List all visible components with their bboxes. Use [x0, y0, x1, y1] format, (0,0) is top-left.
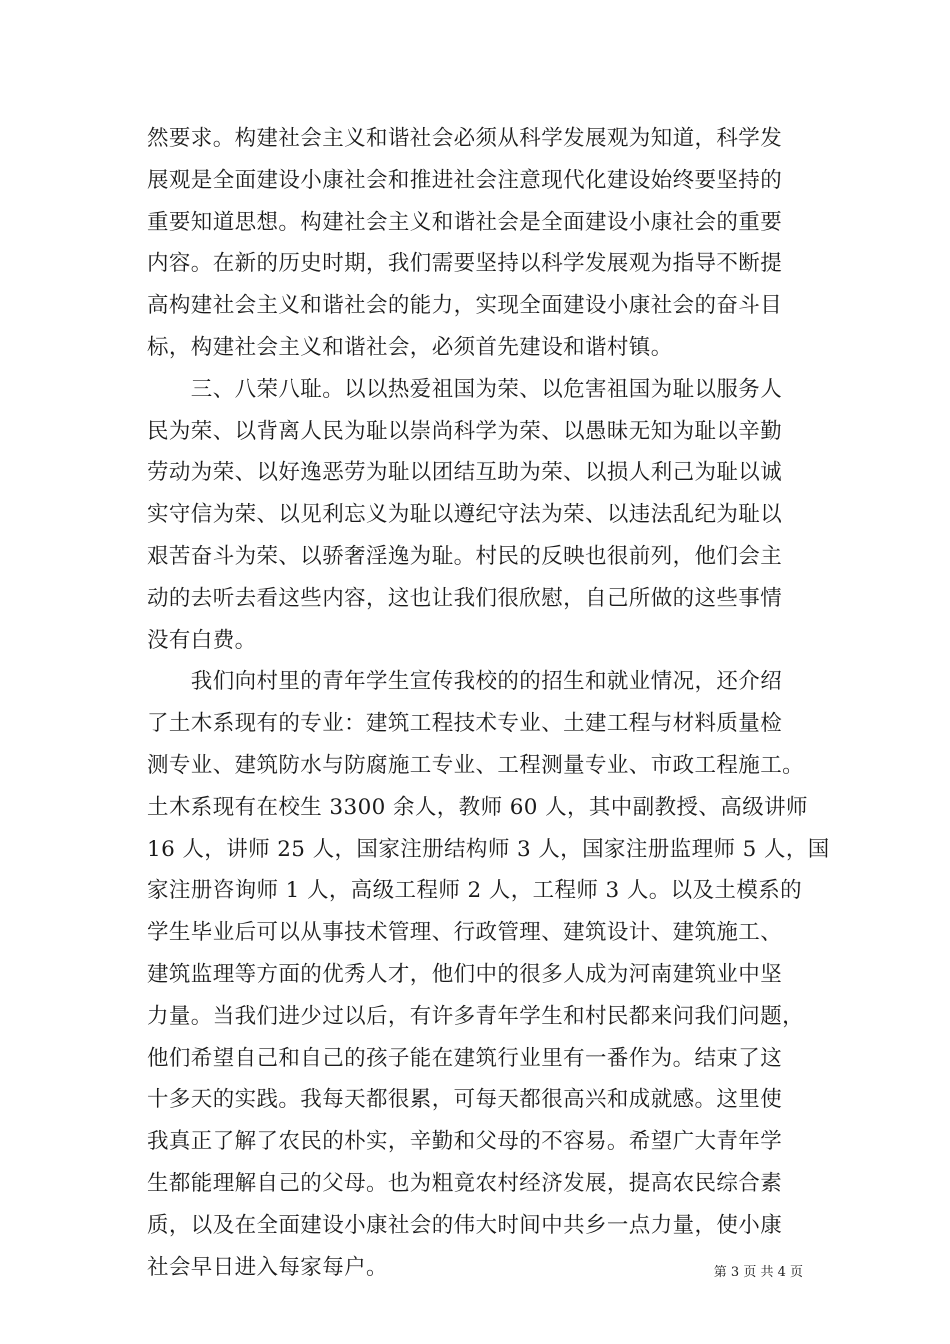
text-line: 十多天的实践。我每天都很累，可每天都很高兴和成就感。这里使	[147, 1087, 783, 1113]
text-line: 学生毕业后可以从事技术管理、行政管理、建筑设计、建筑施工、	[147, 920, 783, 946]
text-line: 动的去听去看这些内容，这也让我们很欣慰，自己所做的这些事情	[147, 585, 783, 611]
text-line: 没有白费。	[147, 627, 257, 653]
text-line: 家注册咨询师 1 人，高级工程师 2 人，工程师 3 人。以及土模系的	[147, 878, 803, 904]
page-number-footer: 第 3 页 共 4 页	[713, 1265, 803, 1280]
text-line: 实守信为荣、以见利忘义为耻以遵纪守法为荣、以违法乱纪为耻以	[147, 502, 783, 528]
text-line: 土木系现有在校生 3300 余人，教师 60 人，其中副教授、高级讲师	[147, 794, 808, 820]
text-line: 我们向村里的青年学生宣传我校的的招生和就业情况，还介绍	[147, 669, 783, 695]
text-line: 生都能理解自己的父母。也为粗竟农村经济发展，提高农民综合素	[147, 1170, 783, 1196]
text-line: 然要求。构建社会主义和谐社会必须从科学发展观为知道，科学发	[147, 126, 783, 151]
text-line: 建筑监理等方面的优秀人才，他们中的很多人成为河南建筑业中坚	[147, 961, 783, 987]
text-line: 16 人，讲师 25 人，国家注册结构师 3 人，国家注册监理师 5 人，国	[147, 836, 830, 862]
text-line: 高构建社会主义和谐社会的能力，实现全面建设小康社会的奋斗目	[147, 293, 783, 319]
text-line: 内容。在新的历史时期，我们需要坚持以科学发展观为指导不断提	[147, 251, 783, 277]
text-line: 质，以及在全面建设小康社会的伟大时间中共乡一点力量，使小康	[147, 1212, 783, 1238]
text-line: 展观是全面建设小康社会和推进社会注意现代化建设始终要坚持的	[147, 167, 783, 193]
body-text	[147, 118, 830, 1288]
text-line: 重要知道思想。构建社会主义和谐社会是全面建设小康社会的重要	[147, 209, 783, 235]
text-line: 民为荣、以背离人民为耻以崇尚科学为荣、以愚昧无知为耻以辛勤	[147, 418, 783, 444]
text-line: 他们希望自己和自己的孩子能在建筑行业里有一番作为。结束了这	[147, 1045, 783, 1071]
text-line: 标，构建社会主义和谐社会，必须首先建设和谐村镇。	[147, 334, 673, 360]
text-line: 我真正了解了农民的朴实，辛勤和父母的不容易。希望广大青年学	[147, 1129, 783, 1155]
text-line: 劳动为荣、以好逸恶劳为耻以团结互助为荣、以损人利己为耻以诚	[147, 460, 783, 486]
text-line: 社会早日进入每家每户。	[147, 1254, 388, 1280]
text-line: 艰苦奋斗为荣、以骄奢淫逸为耻。村民的反映也很前列，他们会主	[147, 543, 783, 569]
text-line: 了土木系现有的专业：建筑工程技术专业、土建工程与材料质量检	[147, 711, 783, 737]
text-line: 三、八荣八耻。以以热爱祖国为荣、以危害祖国为耻以服务人	[147, 376, 783, 402]
text-line: 测专业、建筑防水与防腐施工专业、工程测量专业、市政工程施工。	[147, 752, 805, 778]
text-line: 力量。当我们进少过以后，有许多青年学生和村民都来问我们问题，	[147, 1003, 805, 1029]
